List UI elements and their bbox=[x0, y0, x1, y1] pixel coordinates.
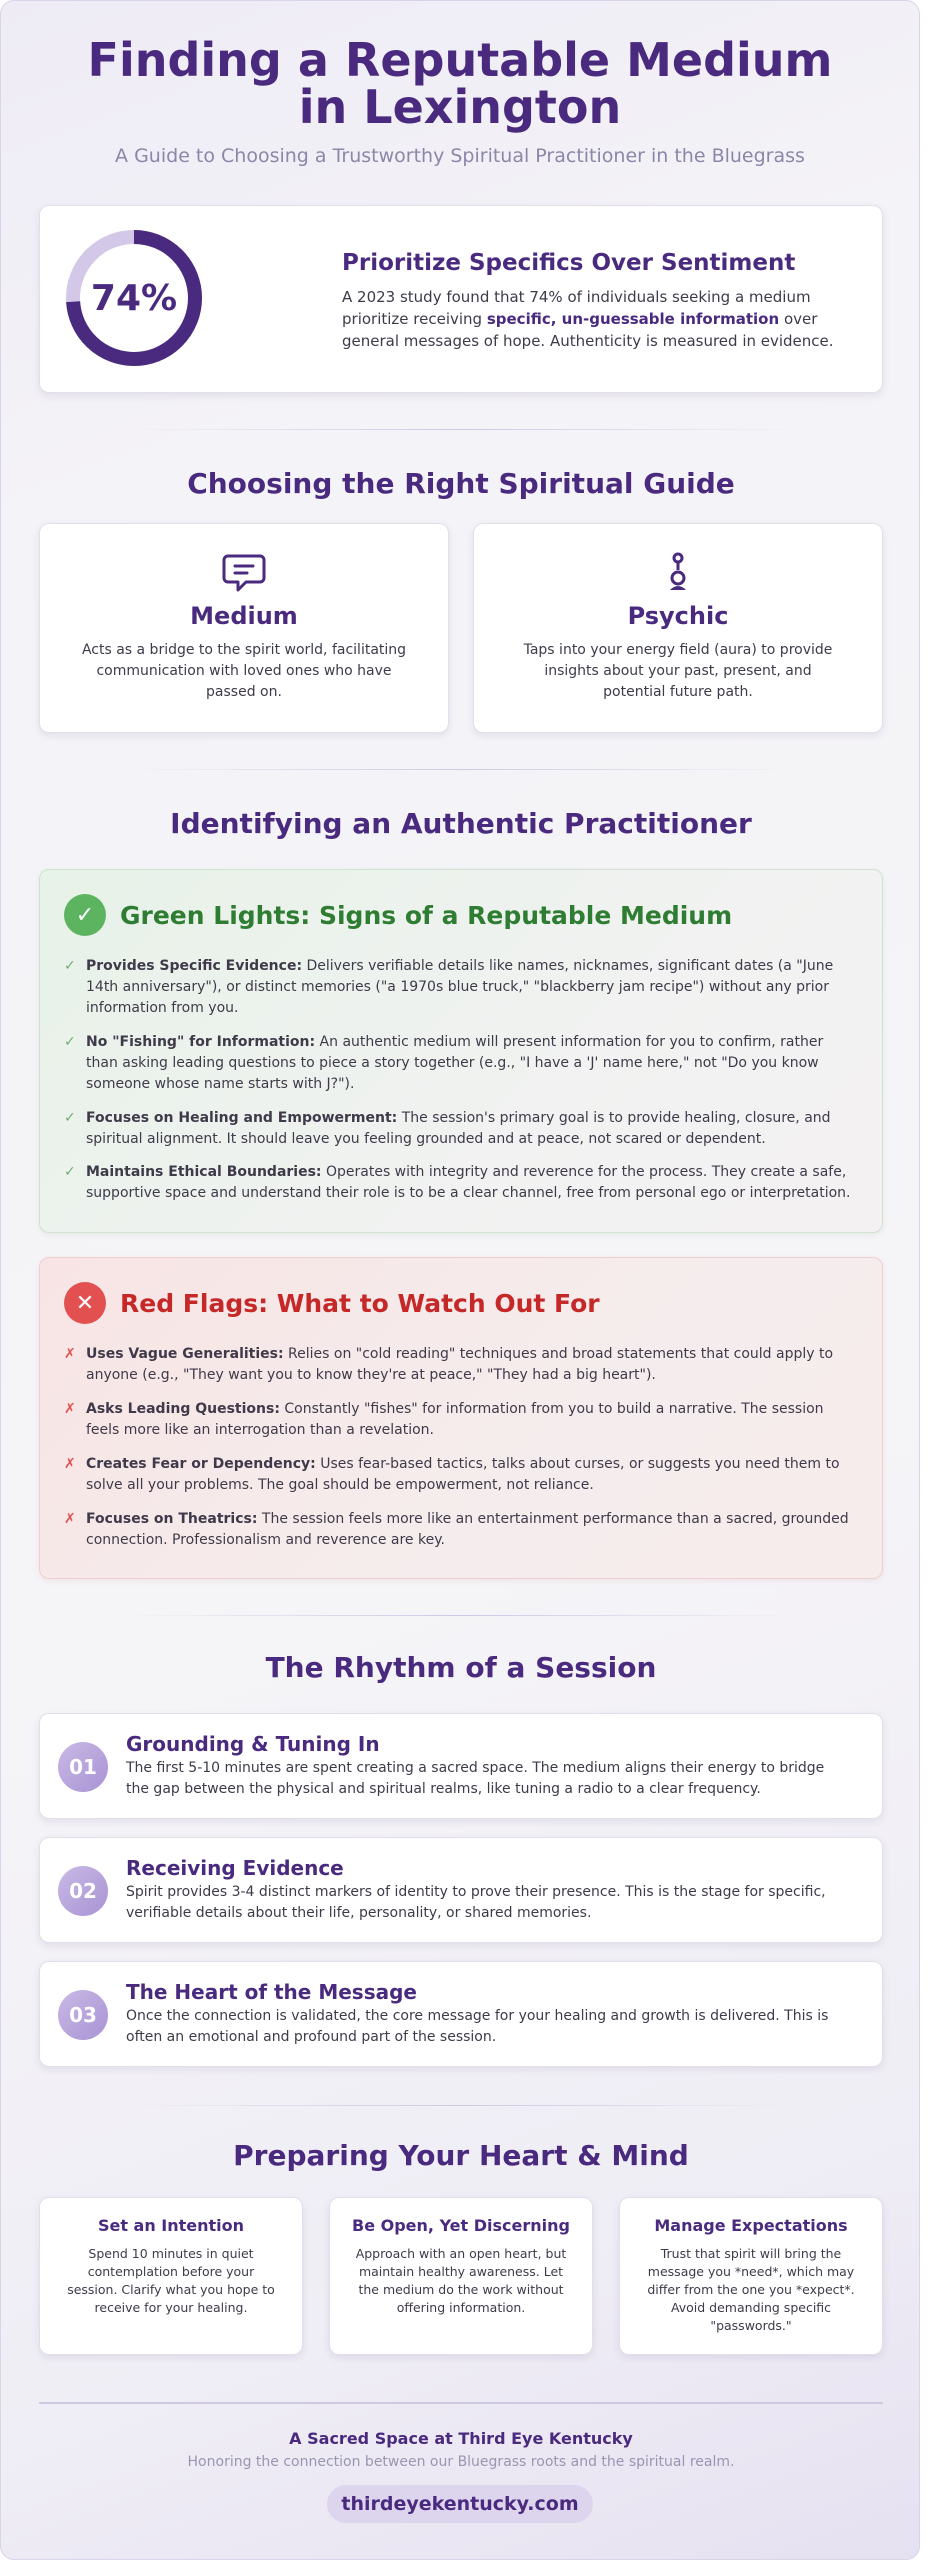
list-item bbox=[64, 1162, 854, 1216]
item-text: Uses fear-based tactics, talks about curses, or suggests you need them to solve all your problems. The goal should be empowerment, not reliance. bbox=[86, 1456, 840, 1493]
pendulum-icon bbox=[663, 552, 693, 594]
checkmark-icon: ✓ bbox=[64, 1164, 76, 1180]
psychic-title: Psychic bbox=[627, 602, 729, 630]
section-divider bbox=[121, 1615, 801, 1616]
item-heading: Maintains Ethical Boundaries: bbox=[86, 1164, 322, 1180]
red-flags-box bbox=[39, 1257, 883, 1579]
item-text: The session's primary goal is to provide healing, closure, and spiritual alignment. It should leave you feeling grounded and at peace, not scared or dependent. bbox=[86, 1110, 831, 1147]
list-item bbox=[64, 1108, 854, 1162]
page-title: Finding a Reputable Medium in Lexington bbox=[87, 33, 833, 134]
prepare-section-title: Preparing Your Heart & Mind bbox=[233, 2139, 689, 2172]
item-heading: Provides Specific Evidence: bbox=[86, 958, 303, 974]
prep-card bbox=[619, 2197, 883, 2355]
prep-card-description: Approach with an open heart, but maintain healthy awareness. Let the medium do the work without offering information. bbox=[355, 2246, 567, 2315]
checkmark-icon: ✓ bbox=[64, 958, 76, 974]
item-text: Operates with integrity and reverence for the process. They create a safe, supportive space and understand their role is to be a clear channel, free from personal ego or interpretation. bbox=[86, 1164, 851, 1201]
section-divider bbox=[121, 769, 801, 770]
step-number: 03 bbox=[58, 1990, 108, 2040]
step-description: The first 5-10 minutes are spent creating a sacred space. The medium aligns their energy to bridge the gap between the physical and spiritual realms, like tuning a radio to a clear frequency. bbox=[126, 1760, 825, 1797]
footer-divider bbox=[39, 2402, 883, 2404]
rhythm-section-title: The Rhythm of a Session bbox=[265, 1651, 657, 1684]
prep-card bbox=[39, 2197, 303, 2355]
prep-card-description: Trust that spirit will bring the message you *need*, which may differ from the one you *expect*. Avoid demanding specific "passwords." bbox=[647, 2246, 855, 2333]
checkmark-icon: ✓ bbox=[64, 1110, 76, 1126]
medium-description: Acts as a bridge to the spirit world, facilitating communication with loved ones who have passed on. bbox=[81, 642, 407, 700]
authentic-section-title: Identifying an Authentic Practitioner bbox=[170, 807, 752, 840]
psychic-description: Taps into your energy field (aura) to provide insights about your past, present, and potential future path. bbox=[523, 642, 833, 700]
section-divider bbox=[121, 2105, 801, 2106]
green-lights-title: Green Lights: Signs of a Reputable Medium bbox=[120, 900, 733, 930]
item-text: Constantly "fishes" for information from you to build a narrative. The session feels more like an interrogation than a revelation. bbox=[86, 1401, 824, 1438]
session-step bbox=[39, 1961, 883, 2067]
list-item bbox=[64, 1454, 854, 1509]
red-flags-list bbox=[64, 1344, 854, 1564]
website-link[interactable]: thirdeyekentucky.com bbox=[327, 2485, 593, 2523]
checkmark-icon: ✓ bbox=[64, 1034, 76, 1050]
item-heading: Uses Vague Generalities: bbox=[86, 1346, 284, 1362]
session-step bbox=[39, 1713, 883, 1819]
guides-section-title: Choosing the Right Spiritual Guide bbox=[187, 467, 735, 500]
item-heading: Focuses on Healing and Empowerment: bbox=[86, 1110, 398, 1126]
item-text: The session feels more like an entertainment performance than a sacred, grounded connection. Professionalism and reverence are key. bbox=[86, 1511, 849, 1548]
cross-icon: ✗ bbox=[64, 1401, 76, 1417]
stat-heading: Prioritize Specifics Over Sentiment bbox=[342, 250, 796, 276]
item-heading: Focuses on Theatrics: bbox=[86, 1511, 258, 1527]
cross-icon: ✗ bbox=[64, 1346, 76, 1362]
green-lights-list bbox=[64, 956, 854, 1216]
stat-body-start: A 2023 study found that 74% of individuals seeking a medium prioritize receiving bbox=[342, 288, 811, 328]
step-title: Grounding & Tuning In bbox=[126, 1732, 380, 1756]
footer-title: A Sacred Space at Third Eye Kentucky bbox=[289, 2429, 633, 2448]
list-item bbox=[64, 956, 854, 1032]
session-step bbox=[39, 1837, 883, 1943]
red-flags-title: Red Flags: What to Watch Out For bbox=[120, 1288, 600, 1318]
step-number: 01 bbox=[58, 1742, 108, 1792]
stat-body bbox=[342, 286, 862, 352]
step-description: Spirit provides 3-4 distinct markers of identity to prove their presence. This is the stage for specific, verifiable details about their life, personality, or shared memories. bbox=[126, 1884, 826, 1921]
stat-body-highlight: specific, un-guessable information bbox=[486, 310, 780, 328]
page-subtitle: A Guide to Choosing a Trustworthy Spiritual Practitioner in the Bluegrass bbox=[115, 145, 805, 167]
list-item bbox=[64, 1509, 854, 1564]
prep-card-title: Set an Intention bbox=[97, 2216, 245, 2235]
stat-body-end: over general messages of hope. Authenticity is measured in evidence. bbox=[342, 310, 834, 350]
stat-card bbox=[39, 205, 883, 393]
step-title: The Heart of the Message bbox=[126, 1980, 417, 2004]
medium-card bbox=[39, 523, 449, 733]
item-text: Relies on "cold reading" techniques and broad statements that could apply to anyone (e.g., "They want you to know they're at peace," "They had a big heart"). bbox=[86, 1346, 834, 1383]
prep-card-description: Spend 10 minutes in quiet contemplation before your session. Clarify what you hope to receive for your healing. bbox=[67, 2246, 275, 2315]
item-heading: No "Fishing" for Information: bbox=[86, 1034, 316, 1050]
medium-title: Medium bbox=[190, 602, 298, 630]
item-text: Delivers verifiable details like names, nicknames, significant dates (a "June 14th anniversary"), or distinct memories ("a 1970s blue truck," "blackberry jam recipe") without any prior information from you. bbox=[86, 958, 834, 1016]
prep-card-title: Be Open, Yet Discerning bbox=[352, 2216, 570, 2235]
green-lights-box bbox=[39, 869, 883, 1233]
check-icon: ✓ bbox=[64, 894, 106, 936]
item-heading: Creates Fear or Dependency: bbox=[86, 1456, 316, 1472]
prep-card bbox=[329, 2197, 593, 2355]
item-text: An authentic medium will present information for you to confirm, rather than asking leading questions to piece a story together (e.g., "I have a 'J' name here," not "Do you know someone whose name starts with J?"). bbox=[86, 1034, 824, 1092]
section-divider bbox=[121, 429, 801, 430]
psychic-card bbox=[473, 523, 883, 733]
step-description: Once the connection is validated, the core message for your healing and growth is delivered. This is often an emotional and profound part of the session. bbox=[126, 2008, 829, 2045]
list-item bbox=[64, 1344, 854, 1399]
chat-bubble-icon bbox=[222, 552, 266, 594]
cross-icon: ✗ bbox=[64, 1456, 76, 1472]
list-item bbox=[64, 1399, 854, 1454]
cross-icon: ✗ bbox=[64, 1511, 76, 1527]
prep-card-title: Manage Expectations bbox=[654, 2216, 848, 2235]
step-title: Receiving Evidence bbox=[126, 1856, 344, 1880]
item-heading: Asks Leading Questions: bbox=[86, 1401, 280, 1417]
list-item bbox=[64, 1032, 854, 1108]
x-icon: ✕ bbox=[64, 1282, 106, 1324]
step-number: 02 bbox=[58, 1866, 108, 1916]
percent-label: 74% bbox=[90, 277, 178, 319]
footer-subtitle: Honoring the connection between our Bluegrass roots and the spiritual realm. bbox=[187, 2454, 735, 2470]
